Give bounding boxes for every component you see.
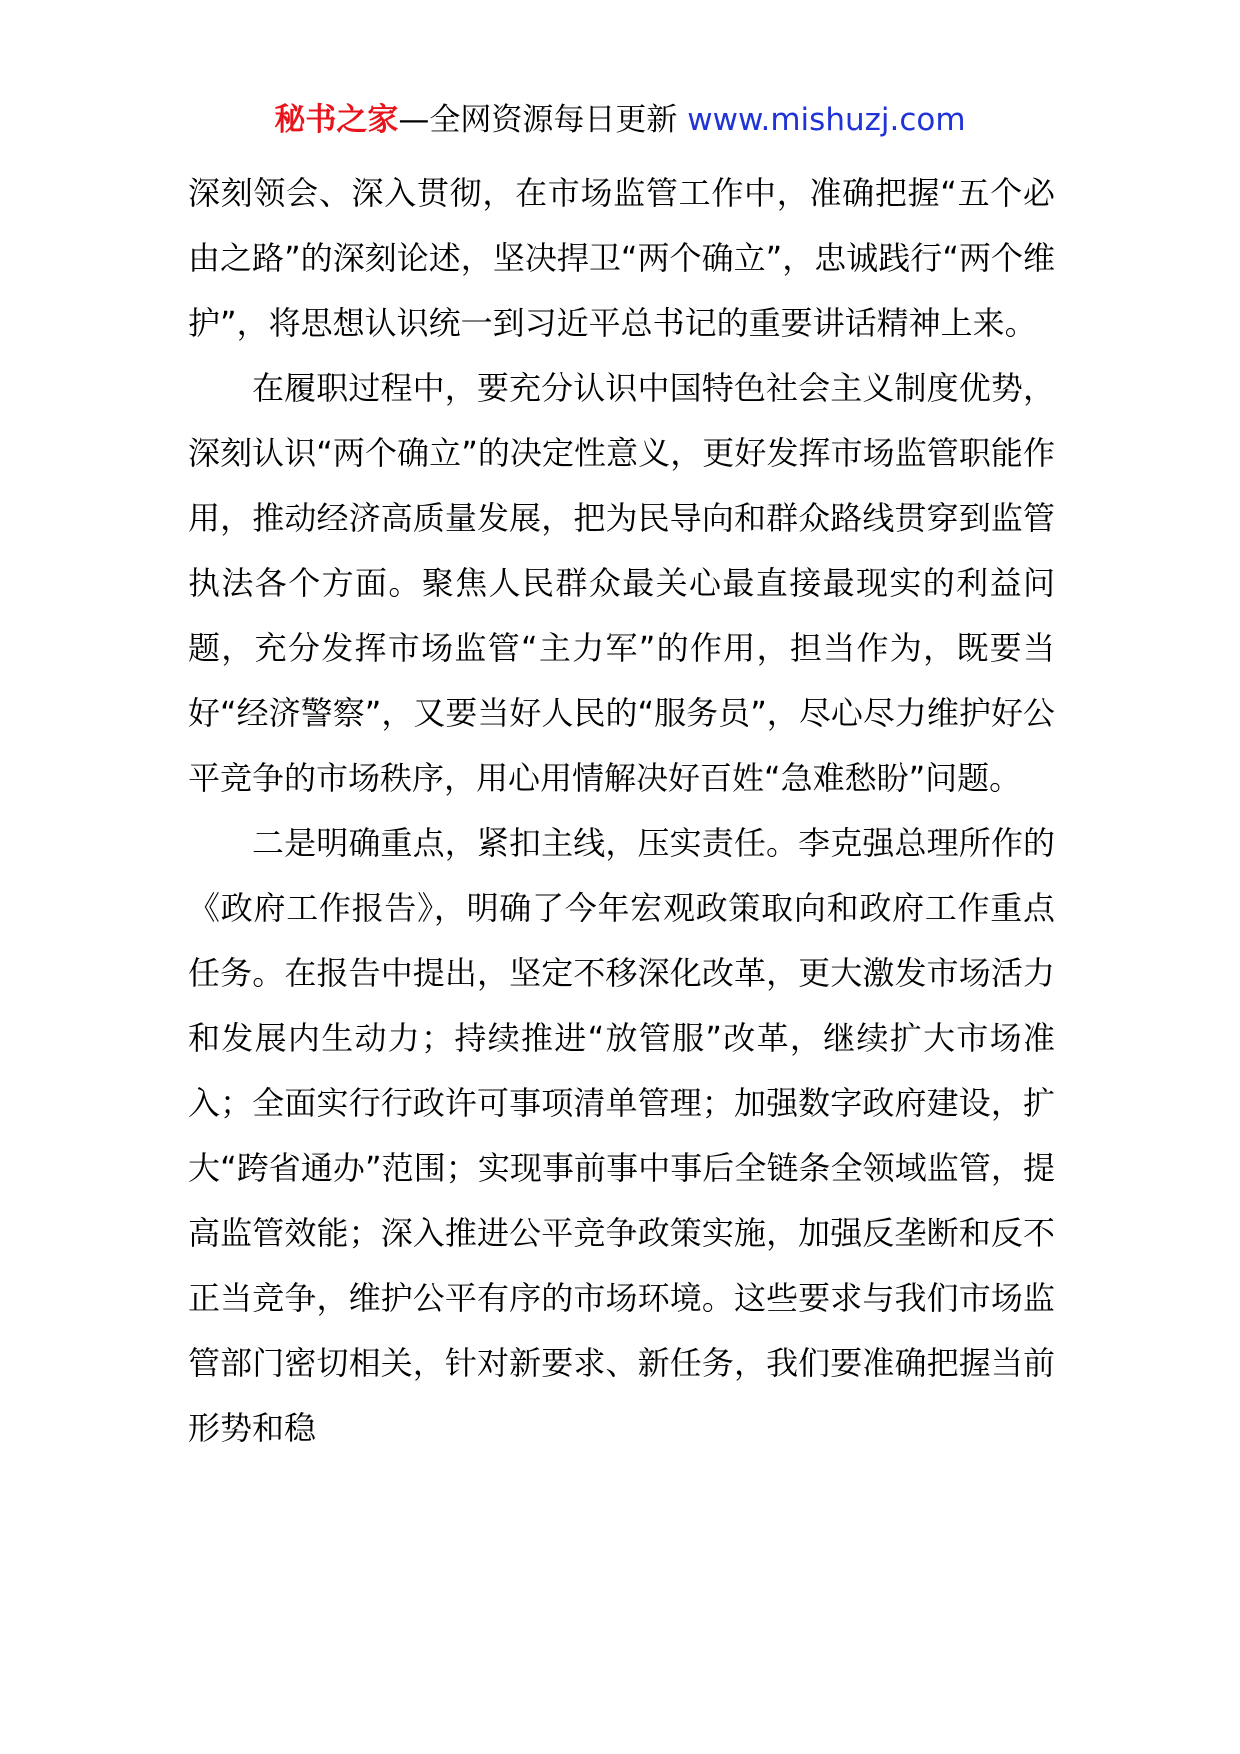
paragraph-continuation: 深刻领会、深入贯彻，在市场监管工作中，准确把握“五个必由之路”的深刻论述，坚决捍卫“两个确立”，忠诚践行“两个维护”，将思想认识统一到习近平总书记的重要讲话精神上来。 <box>188 174 1055 342</box>
paragraph: 在履职过程中，要充分认识中国特色社会主义制度优势，深刻认识“两个确立”的决定性意义，更好发挥市场监管职能作用，推动经济高质量发展，把为民导向和群众路线贯穿到监管执法各个方面。聚焦人民群众最关心最直接最现实的利益问题，充分发挥市场监管“主力军”的作用，担当作为，既要当好“经济警察”，又要当好人民的“服务员”，尽心尽力维护好公平竞争的市场秩序，用心用情解决好百姓“急难愁盼”问题。 <box>188 369 1055 797</box>
site-url-link[interactable]: www.mishuzj.com <box>687 102 966 138</box>
site-brand: 秘书之家 <box>274 102 399 138</box>
site-tagline: —全网资源每日更新 <box>398 102 688 138</box>
document-body <box>188 161 1055 1461</box>
paragraph: 二是明确重点，紧扣主线，压实责任。李克强总理所作的《政府工作报告》，明确了今年宏观政策取向和政府工作重点任务。在报告中提出，坚定不移深化改革，更大激发市场活力和发展内生动力；持续推进“放管服”改革，继续扩大市场准入；全面实行行政许可事项清单管理；加强数字政府建设，扩大“跨省通办”范围；实现事前事中事后全链条全领域监管，提高监管效能；深入推进公平竞争政策实施，加强反垄断和反不正当竞争，维护公平有序的市场环境。这些要求与我们市场监管部门密切相关，针对新要求、新任务，我们要准确把握当前形势和稳 <box>188 824 1055 1447</box>
site-header <box>0 98 1240 142</box>
